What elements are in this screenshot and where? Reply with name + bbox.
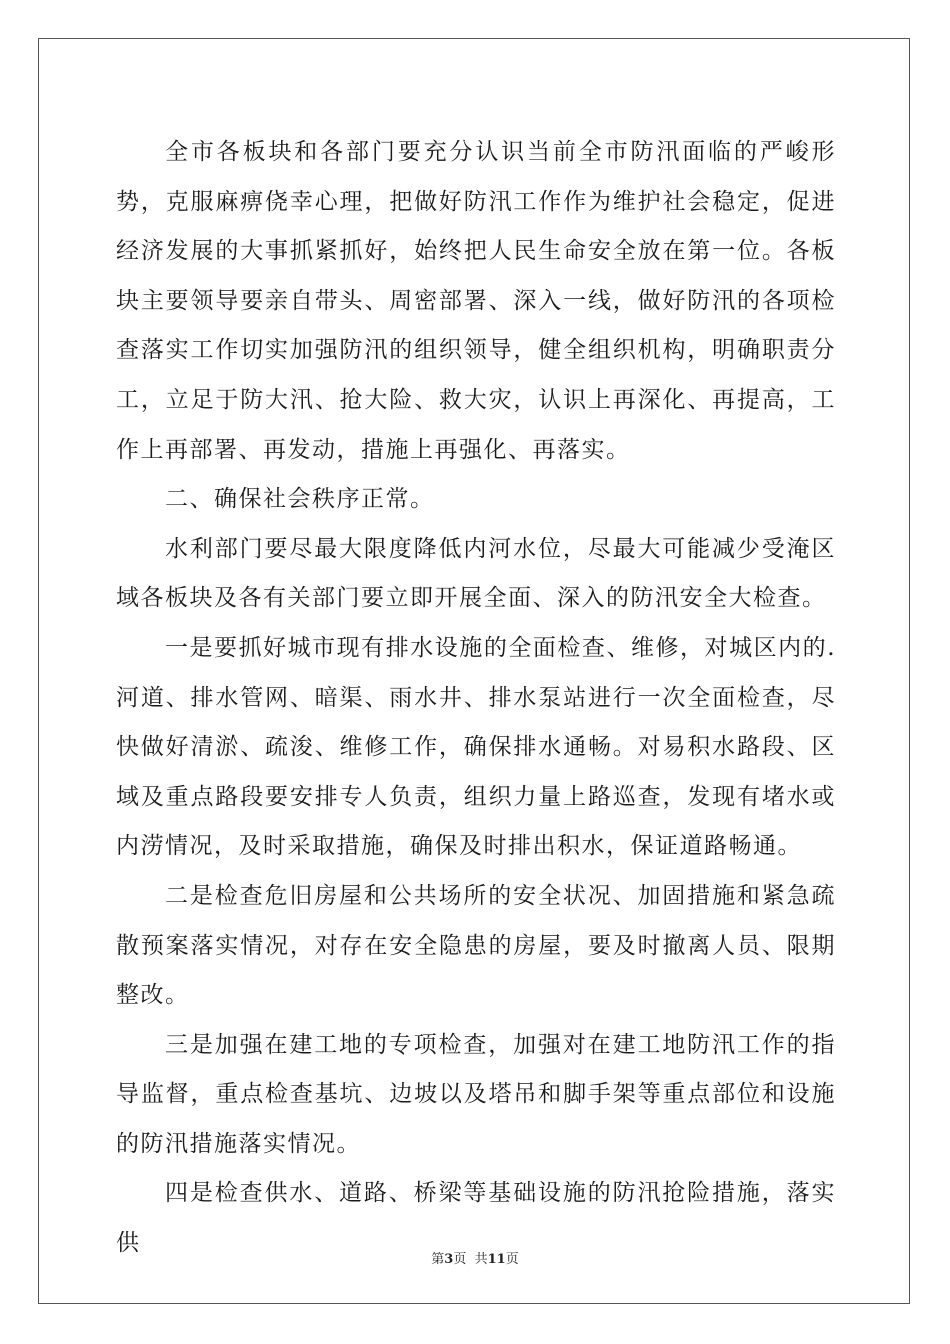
document-body (116, 128, 836, 1269)
paragraph-3: 水利部门要尽最大限度降低内河水位，尽最大可能减少受淹区域各板块及各有关部门要立即开展全面、深入的防汛安全大检查。 (116, 535, 836, 612)
footer-total-pages: 11 (487, 1252, 506, 1267)
paragraph-6: 三是加强在建工地的专项检查，加强对在建工地防汛工作的指导监督，重点检查基坑、边坡以及塔吊和脚手架等重点部位和设施的防汛措施落实情况。 (116, 1031, 836, 1157)
paragraph-4: 一是要抓好城市现有排水设施的全面检查、维修，对城区内的.河道、排水管网、暗渠、雨水井、排水泵站进行一次全面检查，尽快做好清淤、疏浚、维修工作，确保排水通畅。对易积水路段、区域及重点路段要安排专人负责，组织力量上路巡查，发现有堵水或内涝情况，及时采取措施，确保及时排出积水，保证道路畅通。 (116, 634, 836, 860)
paragraph-7: 四是检查供水、道路、桥梁等基础设施的防汛抢险措施，落实供 (116, 1180, 836, 1257)
paragraph-1: 全市各板块和各部门要充分认识当前全市防汛面临的严峻形势，克服麻痹侥幸心理，把做好防汛工作作为维护社会稳定，促进经济发展的大事抓紧抓好，始终把人民生命安全放在第一位。各板块主要领导要亲自带头、周密部署、深入一线，做好防汛的各项检查落实工作切实加强防汛的组织领导，健全组织机构，明确职责分工，立足于防大汛、抢大险、救大灾，认识上再深化、再提高，工作上再部署、再发动，措施上再强化、再落实。 (116, 139, 836, 463)
footer-page-mid: 页 共 (453, 1252, 488, 1267)
footer-page-suffix: 页 (505, 1252, 519, 1267)
page-footer (0, 1248, 950, 1267)
footer-page-prefix: 第 (431, 1252, 445, 1267)
paragraph-2-heading: 二、确保社会秩序正常。 (165, 486, 435, 513)
footer-page-number: 3 (444, 1252, 454, 1267)
paragraph-5: 二是检查危旧房屋和公共场所的安全状况、加固措施和紧急疏散预案落实情况，对存在安全隐患的房屋，要及时撤离人员、限期整改。 (116, 882, 836, 1009)
